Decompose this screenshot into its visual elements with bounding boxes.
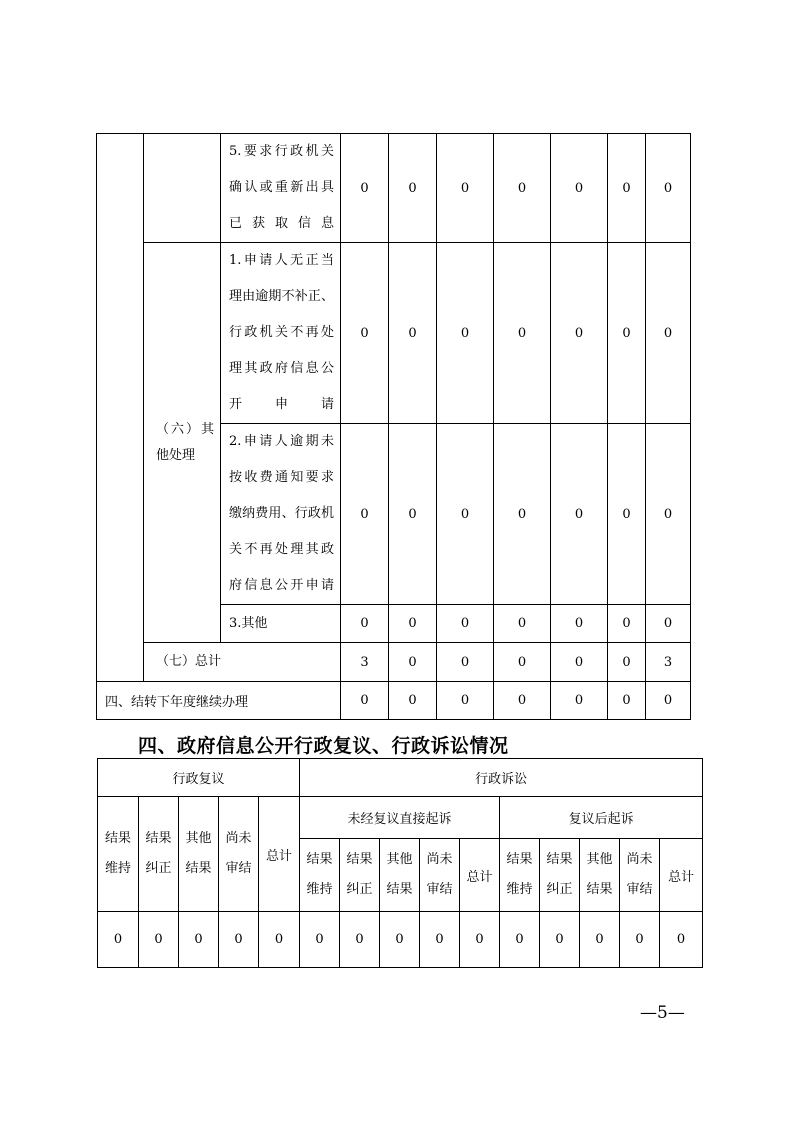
value-cell: 0 [551,605,608,643]
value-cell: 0 [608,134,646,243]
value-cell: 0 [608,605,646,643]
value-cell: 0 [551,243,608,424]
row-label: 3.其他 [221,605,341,643]
col-header: 结果 纠正 [540,839,580,912]
value-cell: 0 [646,243,691,424]
section-heading: 四、政府信息公开行政复议、行政诉讼情况 [138,735,509,757]
value-cell: 0 [646,134,691,243]
col-header: 尚未 审结 [420,839,460,912]
value-cell: 0 [460,912,500,968]
page-number: —5— [640,1003,685,1023]
value-cell: 0 [437,682,494,720]
value-cell: 0 [551,424,608,605]
col-header: 总计 [460,839,500,912]
col-header: 其他 结果 [380,839,420,912]
value-cell: 0 [179,912,219,968]
value-cell: 0 [608,643,646,682]
value-cell: 0 [646,424,691,605]
value-cell: 0 [646,605,691,643]
value-cell: 0 [494,134,551,243]
col-header: 结果 纠正 [340,839,380,912]
total-label: （七）总计 [144,643,341,682]
value-cell: 0 [389,605,437,643]
value-cell: 0 [646,682,691,720]
carry-over-label: 四、结转下年度继续办理 [97,682,341,720]
value-cell: 0 [341,134,389,243]
header-row [98,759,703,797]
value-cell: 0 [341,243,389,424]
value-cell: 0 [389,424,437,605]
direct-suit-header: 未经复议直接起诉 [300,797,500,839]
value-cell: 0 [389,682,437,720]
value-cell: 0 [389,134,437,243]
statistics-table-continued [96,133,691,720]
value-cell: 0 [341,605,389,643]
value-cell: 0 [494,605,551,643]
header-row [98,797,703,839]
value-cell: 0 [380,912,420,968]
value-cell: 0 [608,243,646,424]
value-cell: 0 [219,912,259,968]
value-cell: 0 [437,424,494,605]
value-cell: 0 [620,912,660,968]
col-header: 结果 维持 [98,797,139,912]
col-header: 结果 纠正 [139,797,179,912]
value-cell: 0 [608,682,646,720]
value-cell: 0 [494,682,551,720]
value-cell: 0 [341,424,389,605]
value-cell: 0 [660,912,703,968]
admin-litigation-header: 行政诉讼 [300,759,703,797]
value-cell: 0 [540,912,580,968]
total-row [97,643,691,682]
value-cell: 0 [437,605,494,643]
value-cell: 0 [500,912,540,968]
value-cell: 0 [437,243,494,424]
value-cell: 0 [389,643,437,682]
col-header: 尚未 审结 [620,839,660,912]
value-cell: 0 [494,643,551,682]
value-cell: 0 [608,424,646,605]
table-row [97,134,691,243]
row-label: 1.申请人无正当 理由逾期不补正、 行政机关不再处 理其政府信息公 开申请 [221,243,341,424]
after-review-suit-header: 复议后起诉 [500,797,703,839]
value-cell: 0 [340,912,380,968]
col-header: 结果 维持 [500,839,540,912]
value-cell: 0 [139,912,179,968]
value-cell: 0 [341,682,389,720]
admin-review-header: 行政复议 [98,759,300,797]
value-cell: 0 [437,134,494,243]
carry-over-row [97,682,691,720]
blank-category-cell [144,134,221,243]
group-label-other-handling: （六）其 他处理 [144,243,221,643]
table-row [97,243,691,424]
value-cell: 0 [580,912,620,968]
col-header: 其他 结果 [580,839,620,912]
value-cell: 0 [259,912,300,968]
col-header: 总计 [660,839,703,912]
value-cell: 0 [98,912,139,968]
value-cell: 3 [341,643,389,682]
row-label: 5.要求行政机关 确认或重新出具 已获取信息 [221,134,341,243]
value-cell: 3 [646,643,691,682]
value-cell: 0 [300,912,340,968]
value-cell: 0 [420,912,460,968]
value-cell: 0 [494,424,551,605]
value-cell: 0 [551,134,608,243]
col-header: 结果 维持 [300,839,340,912]
value-cell: 0 [551,643,608,682]
row-label: 2.申请人逾期未 按收费通知要求 缴纳费用、行政机 关不再处理其政 府信息公开申请 [221,424,341,605]
review-litigation-table [97,758,703,968]
value-cell: 0 [551,682,608,720]
value-cell: 0 [494,243,551,424]
values-row [98,912,703,968]
col-header: 总计 [259,797,300,912]
outer-category-cell [97,134,144,682]
value-cell: 0 [389,243,437,424]
value-cell: 0 [437,643,494,682]
col-header: 尚未 审结 [219,797,259,912]
col-header: 其他 结果 [179,797,219,912]
